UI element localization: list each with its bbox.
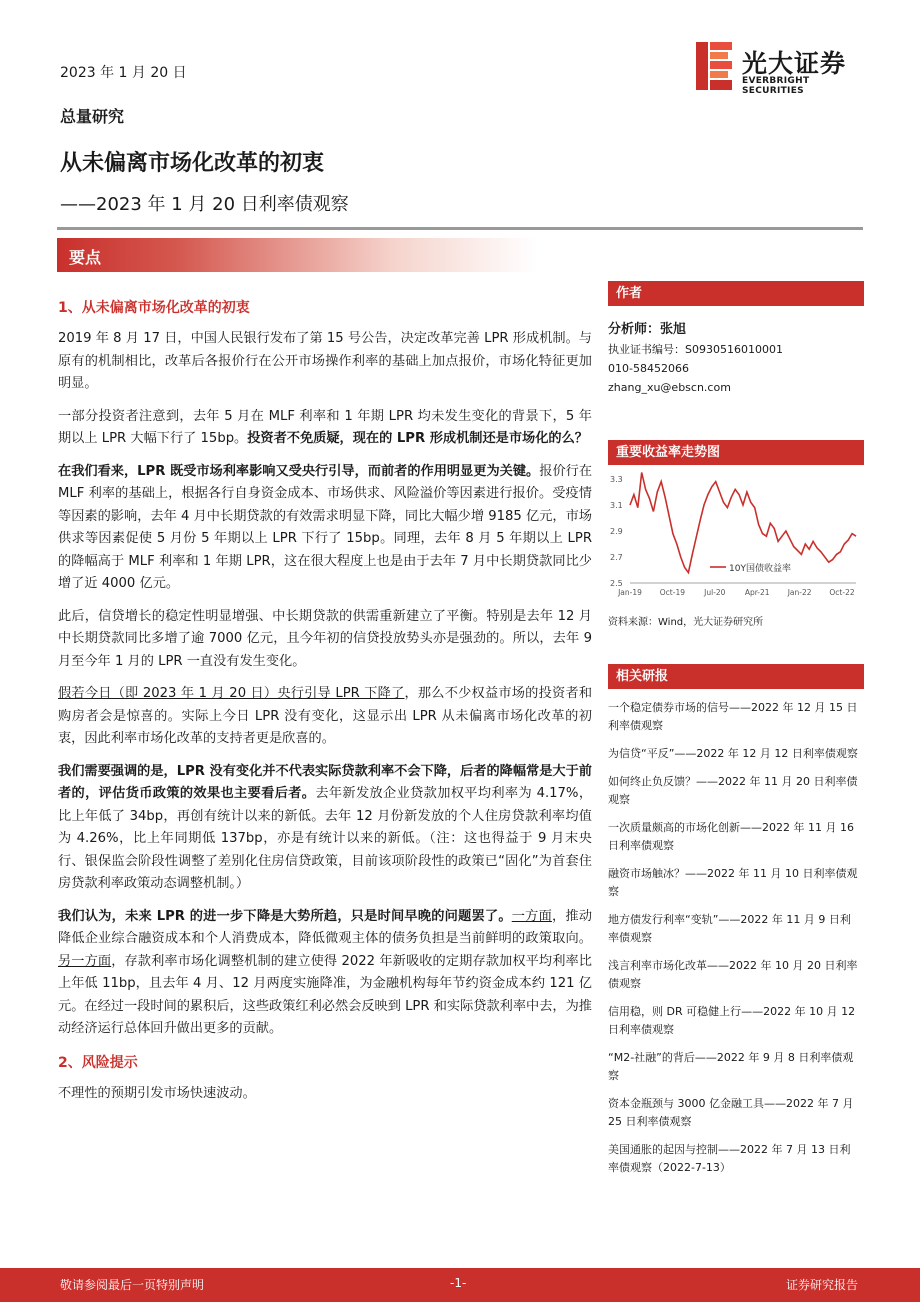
- paragraph-7-underline-1: 一方面: [511, 908, 552, 924]
- research-item[interactable]: 地方债发行利率“变轨”——2022 年 11 月 9 日利率债观察: [608, 913, 851, 944]
- section-2-title: 2、风险提示: [58, 1054, 138, 1071]
- paragraph-3-emphasis: 在我们看来，LPR 既受市场利率影响又受央行引导，而前者的作用明显更为关键。: [58, 463, 540, 479]
- section-1-title: 1、从未偏离市场化改革的初衷: [58, 300, 250, 316]
- research-list: [608, 699, 864, 1177]
- research-heading: 相关研报: [608, 664, 864, 689]
- footer-bar: [0, 1268, 920, 1302]
- report-date: 2023 年 1 月 20 日: [60, 65, 187, 81]
- brand-logo: [696, 42, 866, 96]
- everbright-logo-icon: [696, 42, 732, 90]
- keypoints-label: 要点: [69, 248, 102, 267]
- keypoints-banner: [57, 238, 537, 272]
- analyst-phone: 010-58452066: [608, 362, 689, 375]
- research-item[interactable]: 如何终止负反馈？——2022 年 11 月 20 日利率债观察: [608, 775, 858, 806]
- research-item[interactable]: 浅言利率市场化改革——2022 年 10 月 20 日利率债观察: [608, 959, 858, 990]
- research-item[interactable]: 融资市场触冰？——2022 年 11 月 10 日利率债观察: [608, 867, 858, 898]
- x-tick-label: Jul-20: [704, 588, 726, 597]
- footer-report-type: 证券研究报告: [785, 1278, 858, 1292]
- y-tick-label: 3.1: [610, 501, 623, 510]
- main-content: [58, 296, 592, 1115]
- paragraph-2-emphasis: 投资者不免质疑，现在的 LPR 形成机制还是市场化的么？: [247, 431, 588, 446]
- y-tick-label: 3.3: [610, 475, 623, 484]
- x-tick-label: Jan-19: [618, 588, 642, 597]
- analyst-cert: 执业证书编号：S0930516010001: [608, 343, 783, 356]
- report-title: 从未偏离市场化改革的初衷: [60, 151, 325, 176]
- paragraph-5: [58, 683, 592, 751]
- page-number: -1-: [450, 1276, 467, 1290]
- research-item[interactable]: 一次质量颇高的市场化创新——2022 年 11 月 16 日利率债观察: [608, 821, 854, 852]
- risk-text: 不理性的预期引发市场快速波动。: [58, 1085, 256, 1101]
- paragraph-7-text-2: ，存款利率市场化调整机制的建立使得 2022 年新吸收的定期存款加权平均利率比上年低 11bp，且去年 4 月、12 月两度实施降准，为金融机构每年节约资金成本约 121 亿元。在经过一段时间的累积后，这些政策红利必然会反映到 LPR 和实际贷款利率中去，为推动经济运行总体回升做出更多的贡献。: [58, 953, 592, 1036]
- y-tick-label: 2.5: [610, 579, 623, 588]
- x-tick-label: Oct-19: [659, 588, 686, 597]
- chart-heading: 重要收益率走势图: [608, 440, 864, 465]
- research-item[interactable]: 信用稳，则 DR 可稳健上行——2022 年 10 月 12 日利率债观察: [608, 1005, 856, 1036]
- logo-text-cn: 光大证券: [742, 49, 847, 78]
- x-tick-label: Apr-21: [744, 588, 770, 597]
- research-item[interactable]: “M2-社融”的背后——2022 年 9 月 8 日利率债观察: [608, 1051, 854, 1082]
- report-category: 总量研究: [60, 107, 125, 126]
- footer-disclaimer: 敬请参阅最后一页特别声明: [60, 1278, 205, 1292]
- paragraph-6: [58, 761, 592, 896]
- author-heading: 作者: [608, 281, 864, 306]
- x-tick-label: Jan-22: [787, 588, 812, 597]
- chart-source: 资料来源：Wind，光大证券研究所: [608, 617, 764, 628]
- paragraph-5-underline: 假若今日（即 2023 年 1 月 20 日）央行引导 LPR 下降了: [58, 686, 405, 701]
- paragraph-4: 此后，信贷增长的稳定性明显增强、中长期贷款的供需重新建立了平衡。特别是去年 12 月中长期贷款同比多增了逾 7000 亿元，且今年初的信贷投放势头亦是强劲的。所以，去年 9 月至今年 1 月的 LPR 一直没有发生变化。: [58, 608, 592, 669]
- paragraph-5-text: ，那么不少权益市场的投资者和购房者会是惊喜的。实际上今日 LPR 没有变化，这显示出 LPR 从未偏离市场化改革的初衷，因此利率市场化改革的支持者更是欣喜的。: [58, 686, 593, 746]
- paragraph-7-underline-2: 另一方面: [58, 953, 112, 969]
- research-item[interactable]: 为信贷“平反”——2022 年 12 月 12 日利率债观察: [608, 747, 858, 760]
- report-subtitle: ——2023 年 1 月 20 日利率债观察: [60, 194, 349, 215]
- author-panel: [608, 281, 864, 397]
- logo-text-en: EVERBRIGHT SECURITIES: [742, 76, 810, 96]
- paragraph-7-emphasis: 我们认为，未来 LPR 的进一步下降是大势所趋，只是时间早晚的问题罢了。: [58, 908, 512, 924]
- analyst-email[interactable]: zhang_xu@ebscn.com: [608, 381, 731, 394]
- series-line-10y: [630, 473, 856, 573]
- paragraph-7: [58, 906, 592, 1041]
- research-item[interactable]: 一个稳定债券市场的信号——2022 年 12 月 15 日利率债观察: [608, 701, 858, 732]
- paragraph-2: [58, 406, 592, 451]
- y-tick-label: 2.7: [610, 553, 623, 562]
- research-item[interactable]: 资本金瓶颈与 3000 亿金融工具——2022 年 7 月 25 日利率债观察: [608, 1097, 854, 1128]
- paragraph-2-text: 一部分投资者注意到，去年 5 月在 MLF 利率和 1 年期 LPR 均未发生变化的背景下，5 年期以上 LPR 大幅下行了 15bp。: [58, 408, 592, 446]
- research-panel: [608, 664, 864, 1187]
- paragraph-3-text: 报价行在 MLF 利率的基础上，根据各行自身资金成本、市场供求、风险溢价等因素进行报价。受疫情等因素的影响，去年 4 月中长期贷款的有效需求明显下降，同比大幅少增 9185 亿元，市场供求等因素促使 5 月份 5 年期以上 LPR 下行了 15bp。同理，去年 8 月 5 年期以上 LPR 的降幅高于 MLF 利率和 1 年期 LPR，这在很大程度上也是由于去年 7 月中长期贷款同比少增了近 4000 亿元。: [58, 463, 593, 591]
- paragraph-1: 2019 年 8 月 17 日，中国人民银行发布了第 15 号公告，决定改革完善 LPR 形成机制。与原有的机制相比，改革后各报价行在公开市场操作利率的基础上加点报价，市场化特征更加明显。: [58, 331, 592, 391]
- paragraph-3: [58, 461, 592, 596]
- yield-chart: [608, 471, 864, 611]
- y-tick-label: 2.9: [610, 527, 623, 536]
- paragraph-6-emphasis: 我们需要强调的是，LPR 没有变化并不代表实际贷款利率不会下降，后者的降幅常是大于前者的，评估货币政策的效果也主要看后者。: [58, 763, 592, 801]
- header-divider: [57, 227, 863, 230]
- x-tick-label: Oct-22: [829, 588, 855, 597]
- research-item[interactable]: 美国通胀的起因与控制——2022 年 7 月 13 日利率债观察（2022-7-13）: [608, 1143, 851, 1174]
- paragraph-6-text: 去年新发放企业贷款加权平均利率为 4.17%，比上年低了 34bp，再创有统计以来的新低。去年 12 月份新发放的个人住房贷款利率均值为 4.26%，比上年同期低 137bp，亦是有统计以来的新低。（注：这也得益于 9 月末央行、银保监会阶段性调整了差别化住房信贷政策，目前该项阶段性的政策已“固化”为首套住房贷款利率政策动态调整机制。）: [58, 786, 593, 891]
- chart-panel: [608, 440, 864, 628]
- legend-label: 10Y国债收益率: [729, 564, 791, 574]
- paragraph-7-text-1: ，推动降低企业综合融资成本和个人消费成本，降低微观主体的债务负担是当前鲜明的政策取向。: [58, 908, 593, 946]
- analyst-name: 分析师：张旭: [608, 322, 687, 337]
